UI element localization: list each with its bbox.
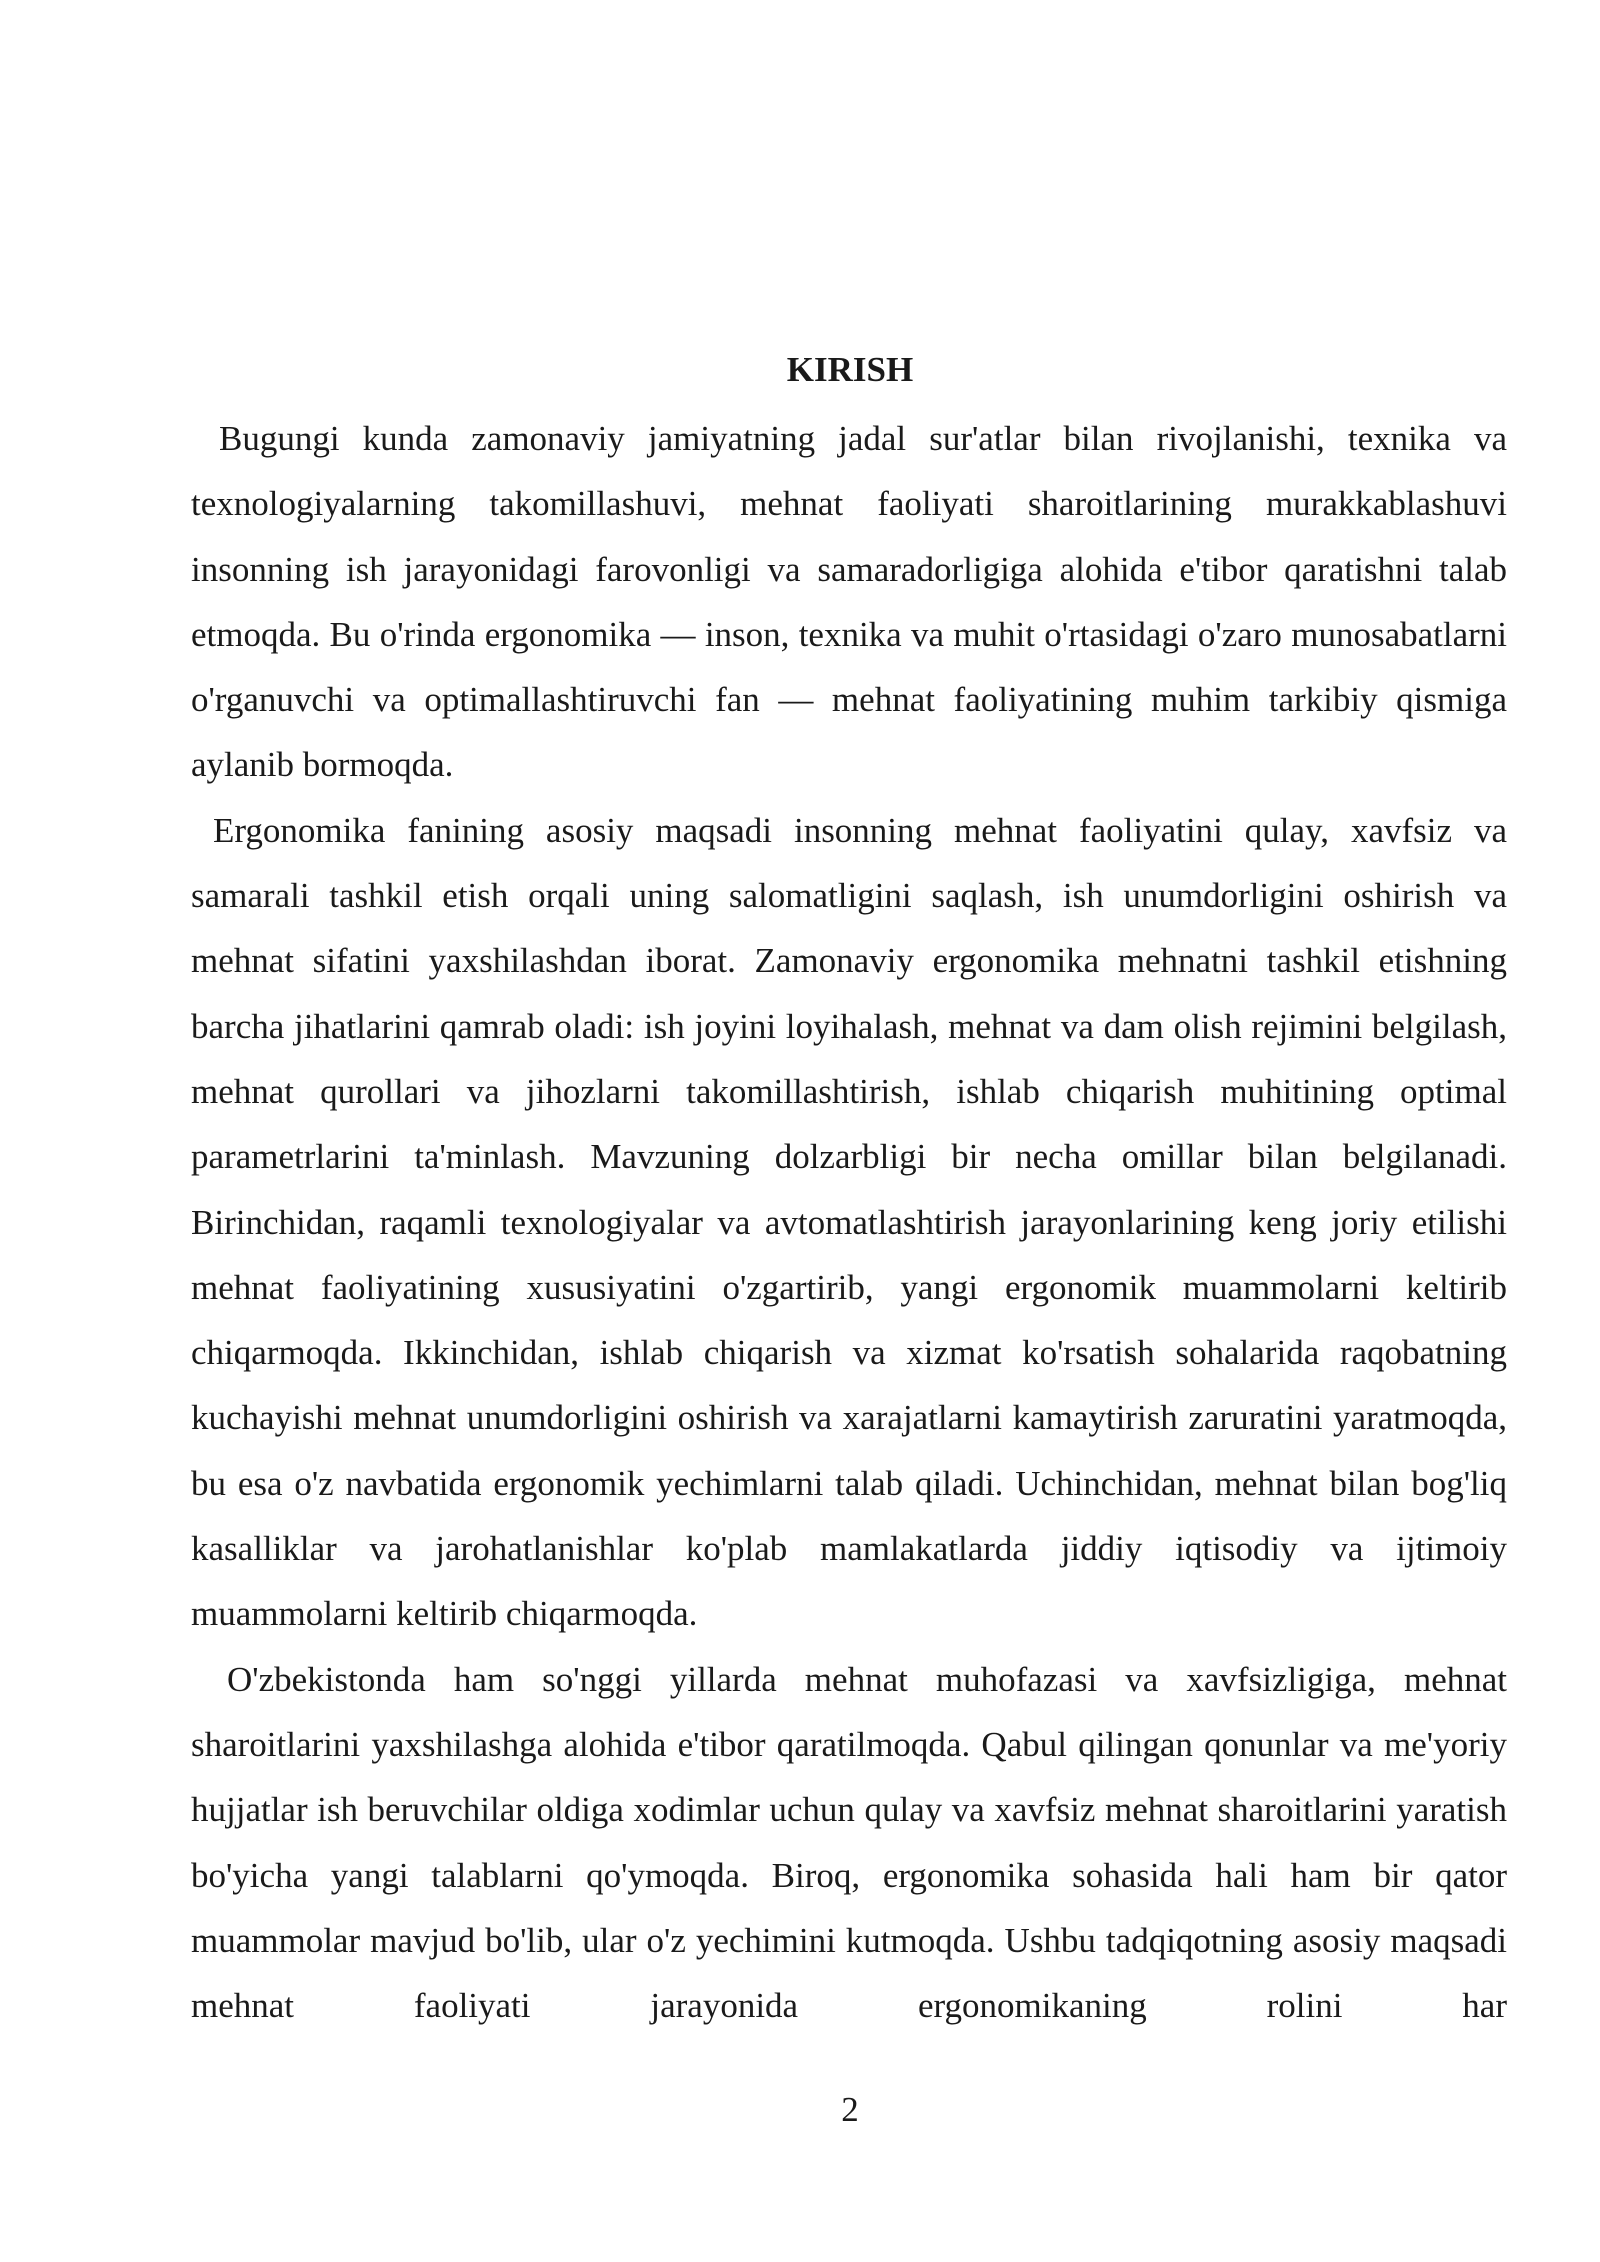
page-number: 2 (841, 2090, 859, 2129)
section-heading: KIRISH (786, 350, 914, 389)
paragraph-intro: Bugungi kunda zamonaviy jamiyatning jadal sur'atlar bilan rivojlanishi, texnika va texnologiyalarning takomillashuvi, mehnat faoliyati sharoitlarining murakkablashuvi insonning ish jarayonidagi farovonligi va samaradorligiga alohida e'tibor qaratishni talab etmoqda. Bu o'rinda ergonomika — inson, texnika va muhit o'rtasidagi o'zaro munosabatlarni o'rganuvchi va optimallashtiruvchi fan — mehnat faoliyatining muhim tarkibiy qismiga aylanib bormoqda. (191, 419, 1507, 785)
body-text (191, 406, 1507, 2038)
paragraph-uzbekistan: O'zbekistonda ham so'nggi yillarda mehnat muhofazasi va xavfsizligiga, mehnat sharoitlarini yaxshilashga alohida e'tibor qaratilmoqda. Qabul qilingan qonunlar va me'yoriy hujjatlar ish beruvchilar oldiga xodimlar uchun qulay va xavfsiz mehnat sharoitlarini yaratish bo'yicha yangi talablarni qo'ymoqda. Biroq, ergonomika sohasida hali ham bir qator muammolar mavjud bo'lib, ular o'z yechimini kutmoqda. Ushbu tadqiqotning asosiy maqsadi mehnat faoliyati jarayonida ergonomikaning rolini har (191, 1659, 1507, 2026)
paragraph-ergonomics-goal: Ergonomika fanining asosiy maqsadi insonning mehnat faoliyatini qulay, xavfsiz va samarali tashkil etish orqali uning salomatligini saqlash, ish unumdorligini oshirish va mehnat sifatini yaxshilashdan iborat. Zamonaviy ergonomika mehnatni tashkil etishning barcha jihatlarini qamrab oladi: ish joyini loyihalash, mehnat va dam olish rejimini belgilash, mehnat qurollari va jihozlarni takomillashtirish, ishlab chiqarish muhitining optimal parametrlarini ta'minlash. Mavzuning dolzarbligi bir necha omillar bilan belgilanadi. Birinchidan, raqamli texnologiyalar va avtomatlashtirish jarayonlarining keng joriy etilishi mehnat faoliyatining xususiyatini o'zgartirib, yangi ergonomik muammolarni keltirib chiqarmoqda. Ikkinchidan, ishlab chiqarish va xizmat ko'rsatish sohalarida raqobatning kuchayishi mehnat unumdorligini oshirish va xarajatlarni kamaytirish zaruratini yaratmoqda, bu esa o'z navbatida ergonomik yechimlarni talab qiladi. Uchinchidan, mehnat bilan bog'liq kasalliklar va jarohatlanishlar ko'plab mamlakatlarda jiddiy iqtisodiy va ijtimoiy muammolarni keltirib chiqarmoqda. (191, 810, 1507, 1634)
